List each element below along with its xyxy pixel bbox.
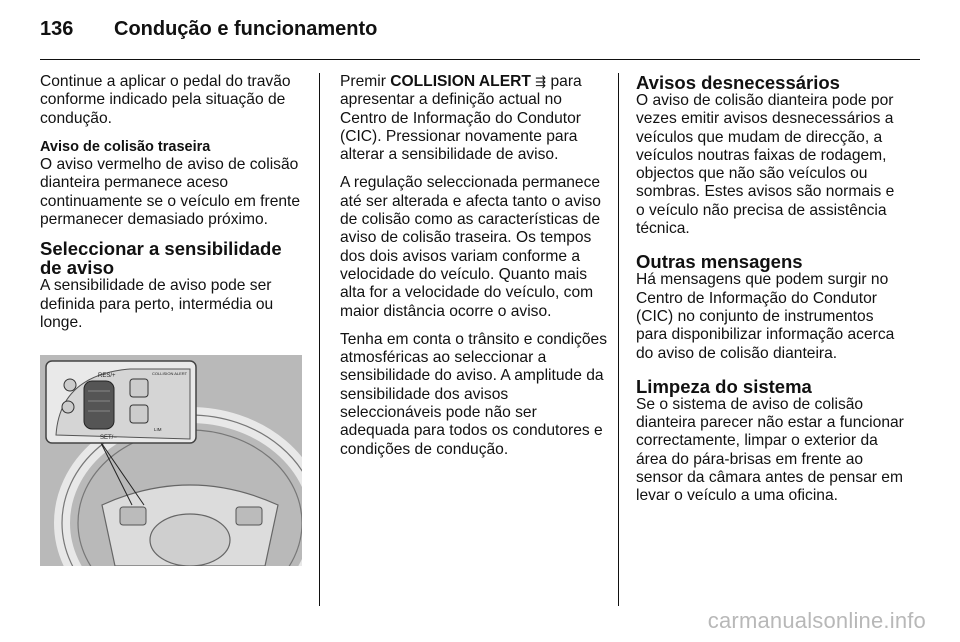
page-number: 136 [40, 18, 74, 40]
rear-alert-text: O aviso vermelho de aviso de colisão dianteira permanece aceso continuamente se o veículo em frente permanecer demasiado próximo. [40, 156, 301, 229]
chapter-title: Condução e funcionamento [114, 18, 378, 40]
other-messages-text: Há mensagens que podem surgir no Centro de Informação do Condutor (CIC) no conjunto de instrumentos para disponibilizar informação acerca do aviso de colisão dianteira. [636, 271, 895, 362]
unnecessary-warnings-text: O aviso de colisão dianteira pode por vezes emitir avisos desnecessários a veículos que mudam de direcção, a veículos noutras faixas de rodagem, objectos que não são veículos ou sombras. Estes avisos são normais e o veículo não precisa de assistência técnica. [636, 92, 895, 238]
steering-wheel-svg [40, 355, 302, 566]
select-sensitivity-heading: Seleccionar a sensibilidade de aviso [40, 238, 282, 279]
select-sensitivity-text: A sensibilidade de aviso pode ser definida para perto, intermédia ou longe. [40, 277, 274, 331]
column-2 [340, 73, 608, 469]
page-header [40, 18, 377, 48]
press-suffix: para apresentar a definição actual no Centro de Informação do Condutor (CIC). Pressionar novamente para alterar a sensibilidade de aviso. [340, 73, 582, 164]
press-button-paragraph [340, 73, 608, 164]
press-prefix: Premir [340, 73, 391, 90]
lim-button-label: LIM [154, 427, 162, 432]
conditions-paragraph: Tenha em conta o trânsito e condições atmosféricas ao seleccionar a sensibilidade do aviso. A amplitude da sensibilidade dos avisos seleccionáveis pode não ser adequada para todos os condutores e condições de condução. [340, 330, 607, 458]
column-3 [636, 73, 906, 516]
collision-alert-icon: ⇶ [535, 74, 547, 89]
control-roller [84, 381, 114, 429]
collision-alert-button-label: COLLISION ALERT [152, 371, 188, 376]
steering-wheel-illustration [40, 355, 302, 566]
rear-alert-section [40, 138, 308, 229]
intro-paragraph: Continue a aplicar o pedal do travão conforme indicado pela situação de condução. [40, 73, 291, 127]
watermark: carmanualsonline.info [707, 608, 926, 633]
column-divider-1 [319, 73, 320, 606]
unnecessary-warnings-heading: Avisos desnecessários [636, 72, 840, 93]
res-button-label: RES/+ [98, 373, 116, 379]
set-button-label: SET/− [100, 435, 117, 441]
column-divider-2 [618, 73, 619, 606]
other-messages-heading: Outras mensagens [636, 251, 803, 273]
rear-alert-heading: Aviso de colisão traseira [40, 138, 211, 155]
column-1 [40, 73, 308, 342]
setting-persistence-paragraph: A regulação seleccionada permanece até ser alterada e afecta tanto o aviso de colisão como as características de aviso de colisão traseira. Os tempos dos dois avisos variam conforme a velocidade do veículo. Quanto mais alta for a velocidade do veículo, com maior distância ocorre o aviso. [340, 174, 601, 320]
system-cleaning-text: Se o sistema de aviso de colisão dianteira parecer não estar a funcionar correctamente, limpar o exterior da área do pára-brisas em frente ao sensor da câmara antes de pensar em levar o veículo a uma oficina. [636, 395, 904, 505]
collision-alert-button-name: COLLISION ALERT [390, 73, 531, 90]
header-rule [40, 59, 920, 60]
system-cleaning-heading: Limpeza do sistema [636, 375, 812, 397]
